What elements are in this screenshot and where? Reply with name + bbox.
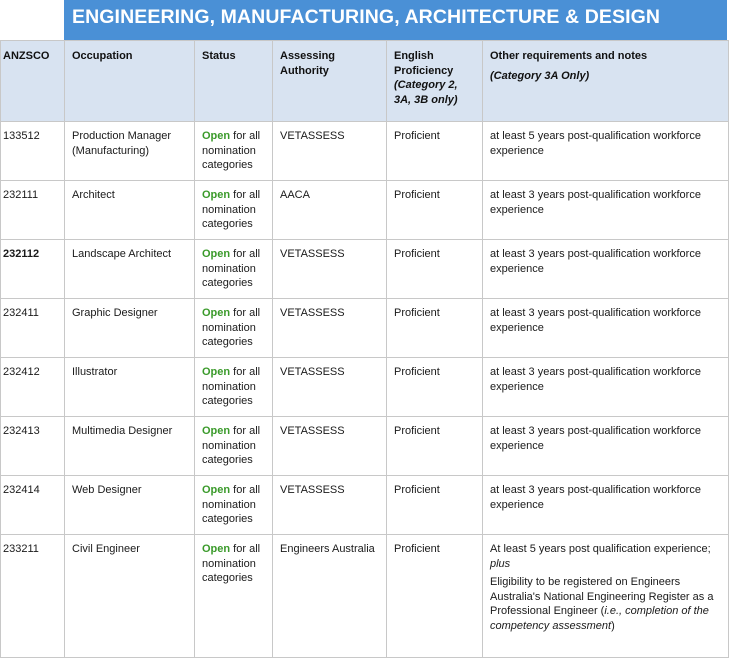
cell-anzsco: 232413 xyxy=(1,417,65,476)
notes-paragraph-1: At least 5 years post qualification experience; xyxy=(490,543,711,555)
header-anzsco: ANZSCO xyxy=(1,41,65,122)
cell-notes: at least 3 years post-qualification workforce experience xyxy=(483,476,729,535)
status-rest: for all nomination categories xyxy=(202,248,261,289)
cell-status xyxy=(195,417,273,476)
status-rest: for all nomination categories xyxy=(202,189,261,230)
header-english-sub: (Category 2, 3A, 3B only) xyxy=(394,79,458,106)
cell-english: Proficient xyxy=(387,240,483,299)
cell-authority: VETASSESS xyxy=(273,240,387,299)
cell-status xyxy=(195,122,273,181)
notes-paragraph-2 xyxy=(490,576,713,632)
header-assessing-authority: Assessing Authority xyxy=(273,41,387,122)
status-rest: for all nomination categories xyxy=(202,425,261,466)
notes-p2-close: ) xyxy=(611,619,615,632)
cell-notes: at least 3 years post-qualification workforce experience xyxy=(483,181,729,240)
table-row xyxy=(1,181,729,240)
cell-authority: VETASSESS xyxy=(273,358,387,417)
status-open: Open xyxy=(202,425,231,437)
cell-status xyxy=(195,181,273,240)
cell-occupation: Multimedia Designer xyxy=(65,417,195,476)
cell-occupation: Civil Engineer xyxy=(65,535,195,658)
status-rest: for all nomination categories xyxy=(202,130,261,171)
cell-status xyxy=(195,358,273,417)
cell-notes xyxy=(483,535,729,658)
cell-english: Proficient xyxy=(387,535,483,658)
cell-anzsco: 133512 xyxy=(1,122,65,181)
status-open: Open xyxy=(202,366,231,378)
cell-occupation: Graphic Designer xyxy=(65,299,195,358)
status-rest: for all nomination categories xyxy=(202,366,261,407)
cell-anzsco: 232412 xyxy=(1,358,65,417)
cell-english: Proficient xyxy=(387,122,483,181)
cell-status xyxy=(195,240,273,299)
cell-occupation: Web Designer xyxy=(65,476,195,535)
header-other xyxy=(483,41,729,122)
notes-p2-italic: i.e., completion of the competency assessment xyxy=(490,605,709,632)
cell-notes: at least 3 years post-qualification workforce experience xyxy=(483,358,729,417)
cell-english: Proficient xyxy=(387,299,483,358)
cell-notes: at least 3 years post-qualification workforce experience xyxy=(483,299,729,358)
cell-authority: VETASSESS xyxy=(273,299,387,358)
cell-anzsco: 233211 xyxy=(1,535,65,658)
header-english xyxy=(387,41,483,122)
cell-anzsco: 232414 xyxy=(1,476,65,535)
section-banner xyxy=(0,0,731,40)
cell-occupation: Illustrator xyxy=(65,358,195,417)
cell-authority: Engineers Australia xyxy=(273,535,387,658)
cell-anzsco: 232411 xyxy=(1,299,65,358)
status-rest: for all nomination categories xyxy=(202,543,261,584)
occupation-table xyxy=(0,40,729,658)
header-status: Status xyxy=(195,41,273,122)
cell-status xyxy=(195,299,273,358)
section-title: ENGINEERING, MANUFACTURING, ARCHITECTURE & DESIGN xyxy=(72,6,661,28)
status-rest: for all nomination categories xyxy=(202,307,261,348)
status-open: Open xyxy=(202,307,231,319)
table-row xyxy=(1,535,729,658)
cell-occupation: Production Manager (Manufacturing) xyxy=(65,122,195,181)
header-other-label: Other requirements and notes xyxy=(490,50,648,62)
cell-notes: at least 3 years post-qualification workforce experience xyxy=(483,417,729,476)
table-row xyxy=(1,476,729,535)
cell-authority: VETASSESS xyxy=(273,417,387,476)
header-other-sub: (Category 3A Only) xyxy=(490,69,590,82)
table-row xyxy=(1,358,729,417)
cell-authority: AACA xyxy=(273,181,387,240)
cell-notes: at least 3 years post-qualification workforce experience xyxy=(483,240,729,299)
cell-occupation: Architect xyxy=(65,181,195,240)
table-row xyxy=(1,240,729,299)
cell-status xyxy=(195,476,273,535)
status-open: Open xyxy=(202,189,231,201)
status-open: Open xyxy=(202,543,231,555)
notes-plus: plus xyxy=(490,557,511,570)
status-open: Open xyxy=(202,484,231,496)
cell-english: Proficient xyxy=(387,417,483,476)
status-open: Open xyxy=(202,130,231,142)
cell-occupation: Landscape Architect xyxy=(65,240,195,299)
table-row xyxy=(1,299,729,358)
notes-p2-text: Eligibility to be registered on Engineers Australia's National Engineering Register as a Professional Engineer ( xyxy=(490,576,714,617)
cell-english: Proficient xyxy=(387,476,483,535)
cell-authority: VETASSESS xyxy=(273,476,387,535)
cell-authority: VETASSESS xyxy=(273,122,387,181)
status-open: Open xyxy=(202,248,231,260)
table-header-row xyxy=(1,41,729,122)
cell-anzsco: 232111 xyxy=(1,181,65,240)
table-row xyxy=(1,417,729,476)
cell-status xyxy=(195,535,273,658)
header-english-label: English Proficiency xyxy=(394,50,454,77)
header-occupation: Occupation xyxy=(65,41,195,122)
cell-english: Proficient xyxy=(387,181,483,240)
status-rest: for all nomination categories xyxy=(202,484,261,525)
table-row xyxy=(1,122,729,181)
cell-notes: at least 5 years post-qualification workforce experience xyxy=(483,122,729,181)
cell-anzsco: 232112 xyxy=(1,240,65,299)
cell-english: Proficient xyxy=(387,358,483,417)
